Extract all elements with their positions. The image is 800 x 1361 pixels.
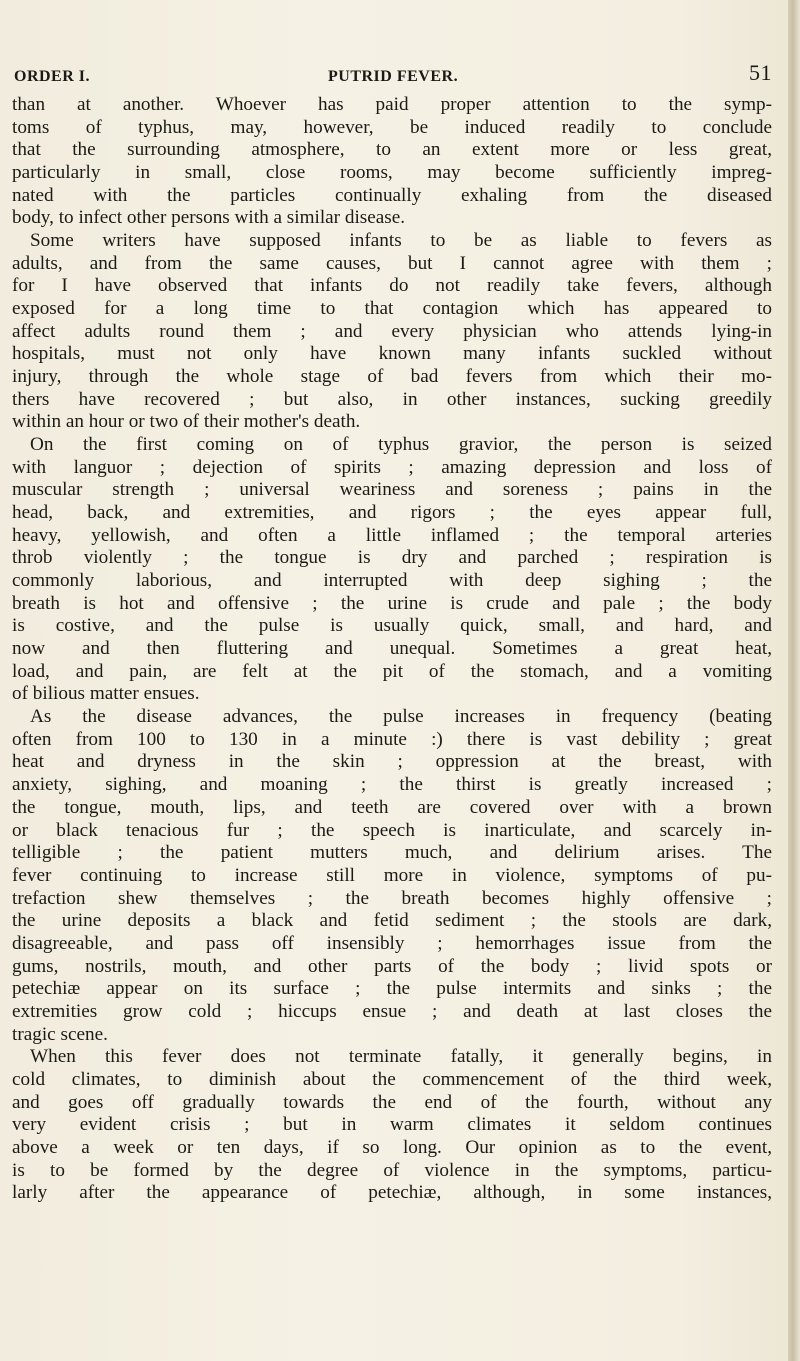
text-line: particularly in small, close rooms, may become sufficiently impreg- bbox=[12, 162, 772, 184]
text-line: is to be formed by the degree of violence in the symptoms, particu- bbox=[12, 1159, 772, 1181]
body-text bbox=[12, 94, 772, 1205]
text-line: fever continuing to increase still more in violence, symptoms of pu- bbox=[12, 864, 772, 886]
text-line: petechiæ appear on its surface ; the pulse intermits and sinks ; the bbox=[12, 978, 772, 1000]
text-line: Some writers have supposed infants to be as liable to fevers as bbox=[30, 230, 772, 252]
text-line: is costive, and the pulse is usually quick, small, and hard, and bbox=[12, 615, 772, 637]
text-line: On the first coming on of typhus gravior, the person is seized bbox=[30, 434, 772, 456]
text-line: affect adults round them ; and every physician who attends lying-in bbox=[12, 320, 772, 342]
text-line: than at another. Whoever has paid proper attention to the symp- bbox=[12, 94, 772, 115]
text-line: trefaction shew themselves ; the breath becomes highly offensive ; bbox=[12, 887, 772, 909]
text-line: for I have observed that infants do not readily take fevers, although bbox=[12, 275, 772, 297]
text-line: the tongue, mouth, lips, and teeth are covered over with a brown bbox=[12, 796, 772, 818]
text-line: often from 100 to 130 in a minute :) there is vast debility ; great bbox=[12, 728, 772, 750]
page-edge bbox=[788, 0, 800, 1361]
text-line: tragic scene. bbox=[12, 1023, 108, 1045]
text-line: within an hour or two of their mother's death. bbox=[12, 411, 361, 433]
text-line: and goes off gradually towards the end of the fourth, without any bbox=[12, 1091, 772, 1113]
text-line: the urine deposits a black and fetid sediment ; the stools are dark, bbox=[12, 910, 772, 932]
text-line: injury, through the whole stage of bad fevers from which their mo- bbox=[12, 366, 772, 388]
text-line: exposed for a long time to that contagion which has appeared to bbox=[12, 298, 772, 320]
text-line: very evident crisis ; but in warm climates it seldom continues bbox=[12, 1114, 772, 1136]
text-line: or black tenacious fur ; the speech is inarticulate, and scarcely in- bbox=[12, 819, 772, 841]
page-number: 51 bbox=[749, 60, 772, 85]
running-head-title: PUTRID FEVER. bbox=[328, 68, 459, 85]
text-line: gums, nostrils, mouth, and other parts of the body ; livid spots or bbox=[12, 955, 772, 977]
text-line: that the surrounding atmosphere, to an extent more or less great, bbox=[12, 139, 772, 161]
text-line: with languor ; dejection of spirits ; amazing depression and loss of bbox=[12, 456, 772, 478]
text-line: hospitals, must not only have known many infants suckled without bbox=[12, 343, 772, 365]
text-line: anxiety, sighing, and moaning ; the thirst is greatly increased ; bbox=[12, 774, 772, 796]
text-line: larly after the appearance of petechiæ, although, in some instances, bbox=[12, 1182, 772, 1204]
text-line: load, and pain, are felt at the pit of the stomach, and a vomiting bbox=[12, 660, 772, 682]
running-head bbox=[14, 60, 772, 90]
text-line: cold climates, to diminish about the commencement of the third week, bbox=[12, 1068, 772, 1090]
text-line: As the disease advances, the pulse increases in frequency (beating bbox=[30, 706, 772, 728]
text-line: throb violently ; the tongue is dry and parched ; respiration is bbox=[12, 547, 772, 569]
text-line: muscular strength ; universal weariness and soreness ; pains in the bbox=[12, 479, 772, 501]
text-line: telligible ; the patient mutters much, and delirium arises. The bbox=[12, 842, 772, 864]
text-line: thers have recovered ; but also, in other instances, sucking greedily bbox=[12, 388, 772, 410]
text-line: heat and dryness in the skin ; oppression at the breast, with bbox=[12, 751, 772, 773]
text-line: toms of typhus, may, however, be induced readily to conclude bbox=[12, 116, 772, 138]
text-line: When this fever does not terminate fatally, it generally begins, in bbox=[30, 1046, 772, 1068]
text-line: adults, and from the same causes, but I cannot agree with them ; bbox=[12, 252, 772, 274]
text-line: head, back, and extremities, and rigors ; the eyes appear full, bbox=[12, 502, 772, 524]
text-line: breath is hot and offensive ; the urine is crude and pale ; the body bbox=[12, 592, 772, 614]
text-line: heavy, yellowish, and often a little inflamed ; the temporal arteries bbox=[12, 524, 772, 546]
text-line: now and then fluttering and unequal. Sometimes a great heat, bbox=[12, 638, 772, 660]
text-line: above a week or ten days, if so long. Our opinion as to the event, bbox=[12, 1136, 772, 1158]
text-line: nated with the particles continually exhaling from the diseased bbox=[12, 184, 772, 206]
text-line: body, to infect other persons with a similar disease. bbox=[12, 207, 406, 229]
text-line: commonly laborious, and interrupted with deep sighing ; the bbox=[12, 570, 772, 592]
text-line: disagreeable, and pass off insensibly ; hemorrhages issue from the bbox=[12, 932, 772, 954]
text-line: of bilious matter ensues. bbox=[12, 683, 200, 705]
text-line: extremities grow cold ; hiccups ensue ; and death at last closes the bbox=[12, 1000, 772, 1022]
running-head-order: ORDER I. bbox=[14, 68, 91, 85]
